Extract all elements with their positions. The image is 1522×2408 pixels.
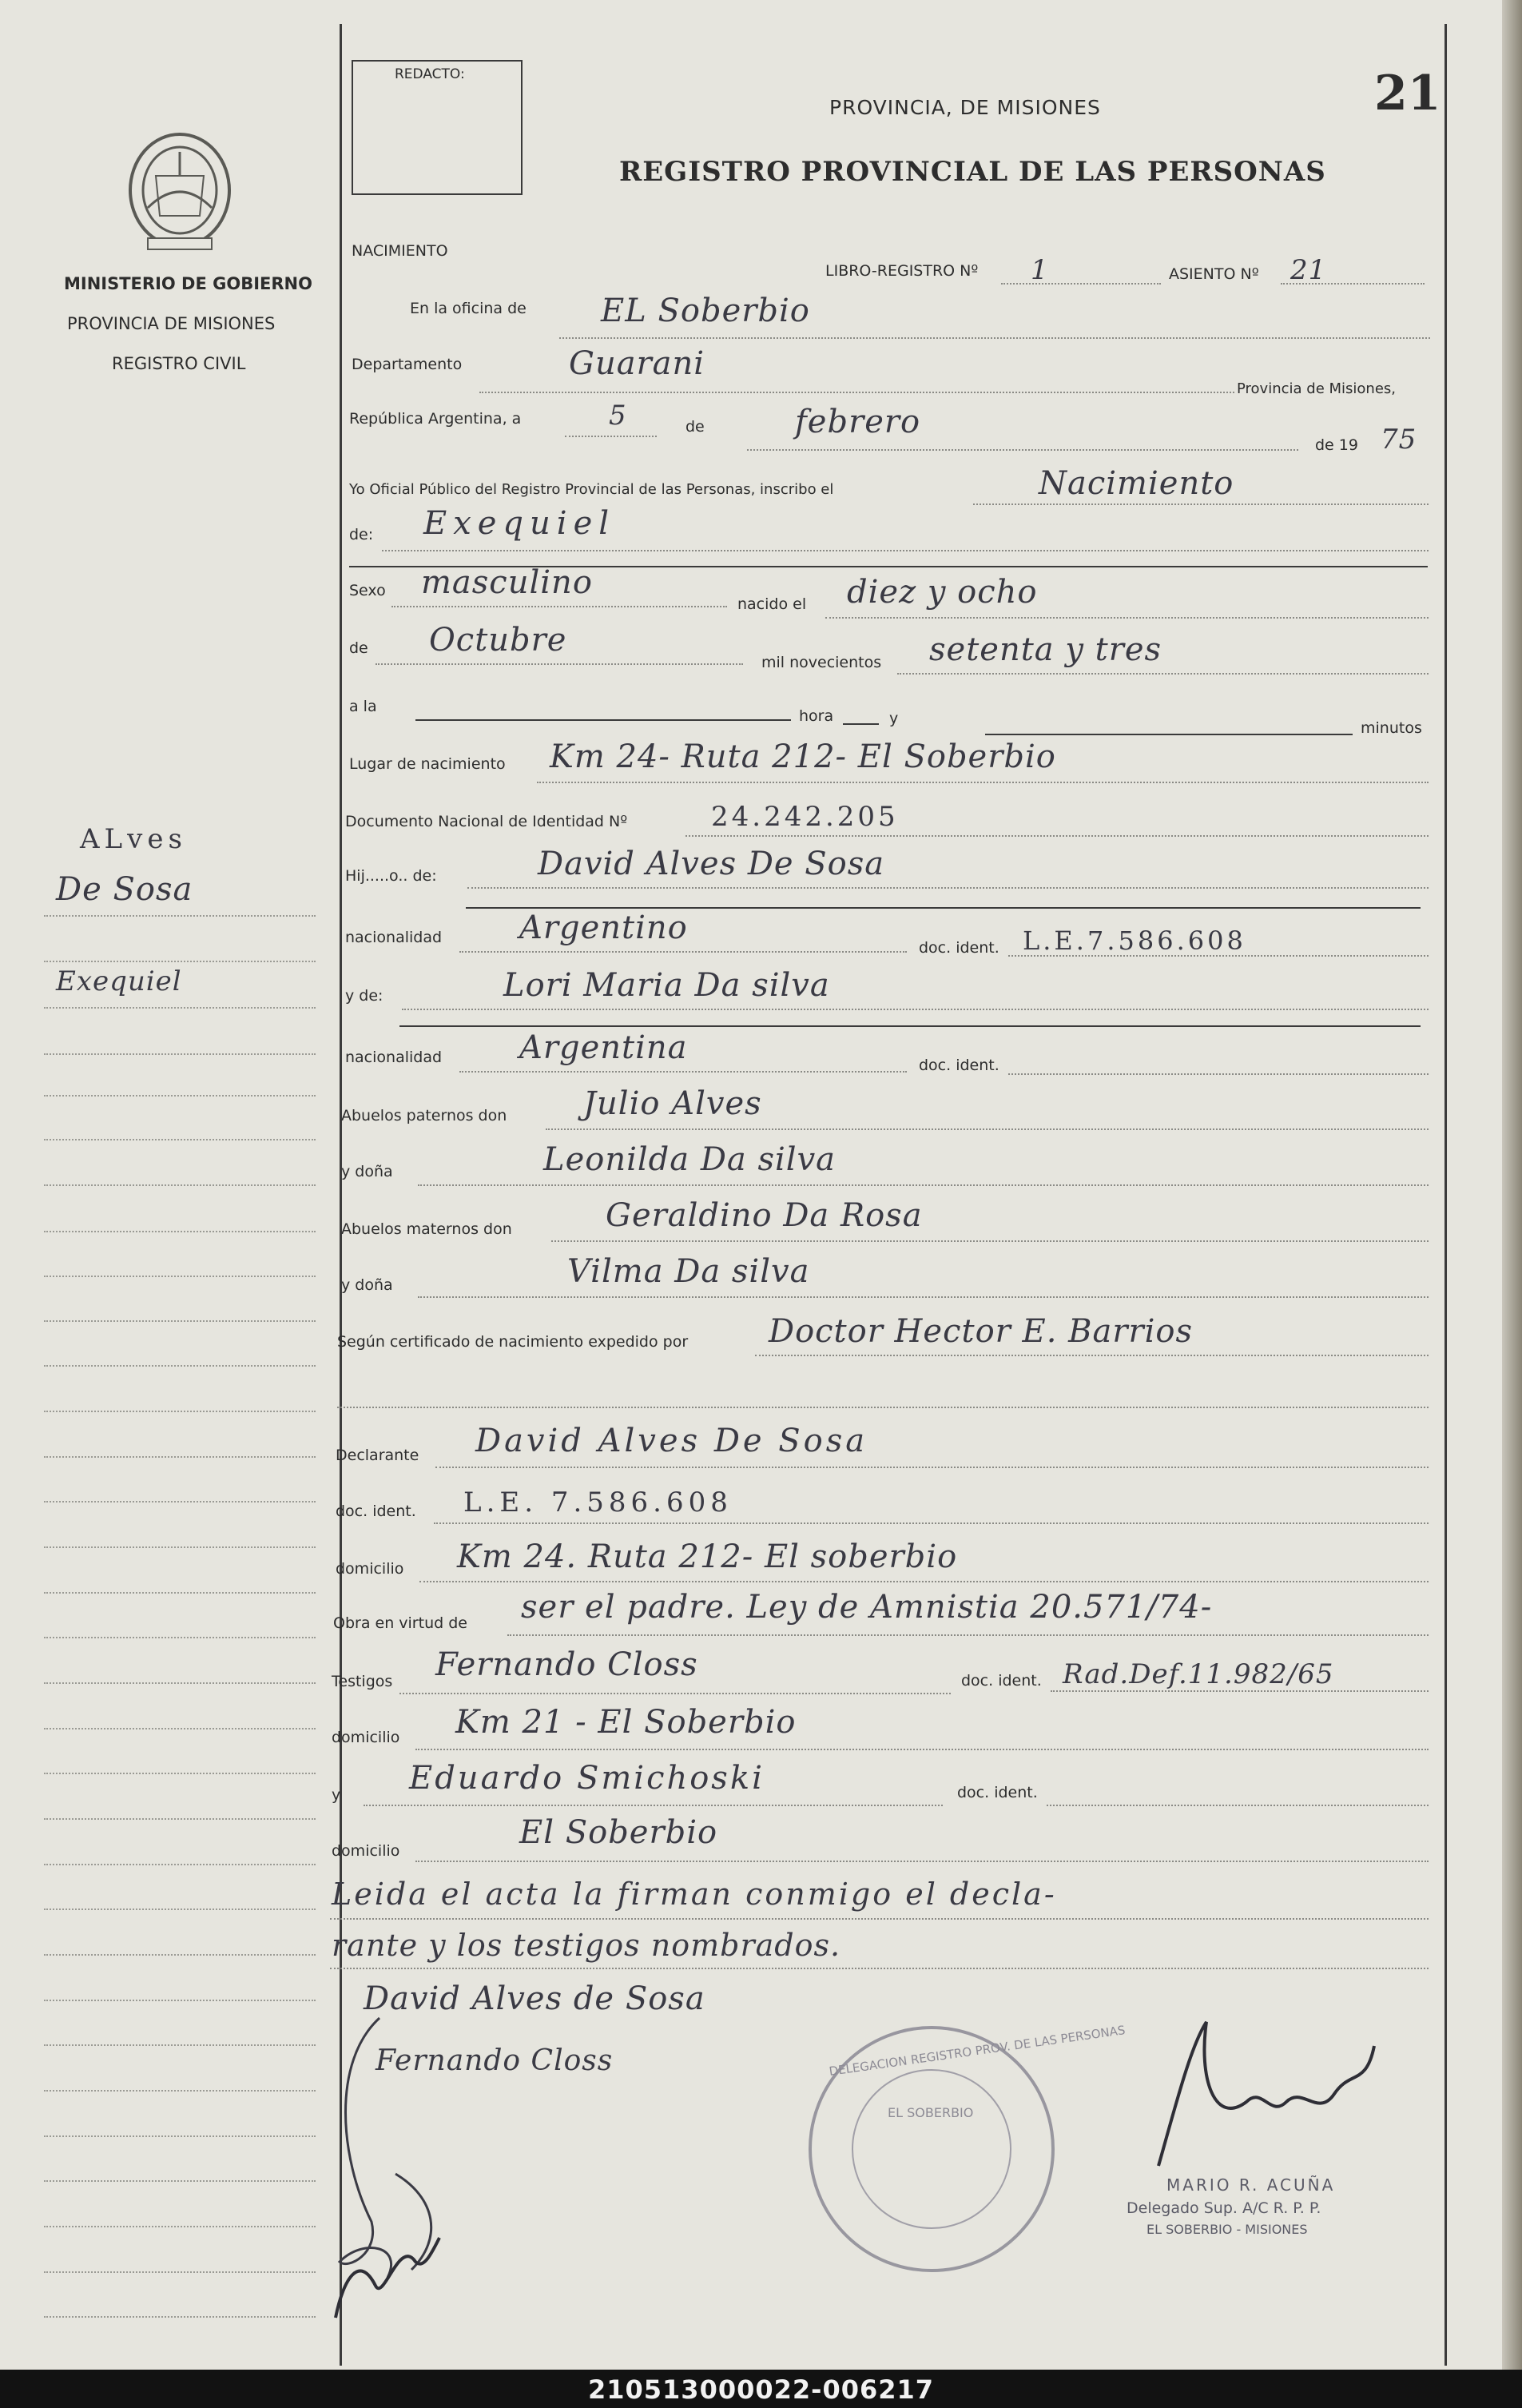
provincia-suffix: Provincia de Misiones, [1237,380,1396,397]
witness-signature-drawing [328,2206,447,2326]
abuelo-pat-dots [546,1128,1429,1130]
dni-value: 24.242.205 [711,801,899,833]
margin-line [44,1818,316,1820]
father-underline [466,907,1421,909]
obra-value: ser el padre. Ley de Amnistia 20.571/74- [521,1589,1213,1626]
margin-line [44,1095,316,1097]
closing-dots-2 [330,1968,1429,1969]
father-nat-dots [459,951,907,953]
declarante-label: Declarante [336,1447,419,1464]
month-value: febrero [795,404,921,440]
stamp-outer-text: DELEGACION REGISTRO PROV. DE LAS PERSONAS [828,2023,1127,2079]
name-dots [382,550,1429,551]
name-value: Exequiel [423,505,616,542]
abuela-pat-dots [418,1184,1429,1186]
hijo-label: Hij.....o.. de: [345,867,437,885]
signature-testigo: Fernando Closs [376,2044,614,2077]
father-value: David Alves De Sosa [538,846,885,882]
margin-line [44,2180,316,2182]
margin-line [44,2316,316,2318]
republica-label: República Argentina, a [349,410,522,428]
year-prefix: de 19 [1315,436,1358,454]
mother-dots [402,1009,1429,1010]
minutos-line [985,734,1353,735]
testigo2-dots [364,1805,943,1806]
acto-value: Nacimiento [1039,465,1234,502]
acto-dots [973,503,1429,505]
abuela-mat-label: y doña [341,1276,393,1294]
mother-nat-label: nacionalidad [345,1049,443,1066]
a-la-label: a la [349,698,377,715]
testigo2-dom-value: El Soberbio [519,1814,718,1851]
declarante-dots [435,1467,1429,1468]
registry-title: REGISTRO PROVINCIAL DE LAS PERSONAS [619,156,1326,188]
margin-line [44,1637,316,1638]
coat-of-arms-icon [124,128,236,256]
page-number: 21 [1374,66,1441,121]
testigo1-dom-dots [415,1749,1429,1750]
mil-label: mil novecientos [761,654,882,671]
nacido-dots [825,617,1429,619]
testigo1-dots [399,1693,951,1694]
mother-nat-dots [459,1071,907,1073]
closing-line-1: Leida el acta la firman conmigo el decla- [332,1877,1057,1912]
right-margin-border [1445,24,1447,2366]
margin-line [44,2135,316,2137]
nacido-value: diez y ocho [847,574,1038,611]
hora-label: hora [799,707,834,725]
province-title: PROVINCIA, DE MISIONES [829,96,1101,119]
margin-line [44,2226,316,2227]
official-signature-drawing [1127,2014,1382,2174]
birth-year-dots [897,673,1429,675]
departamento-label: Departamento [352,356,463,373]
signer-title: Delegado Sup. A/C R. P. P. [1127,2199,1321,2217]
date-de-label: de [685,418,705,436]
mother-nat-value: Argentina [519,1029,688,1066]
margin-line [44,1773,316,1774]
declarante-doc-label: doc. ident. [336,1503,416,1520]
abuela-mat-value: Vilma Da silva [567,1253,810,1290]
margin-line [44,2090,316,2092]
margin-line [44,1231,316,1232]
sexo-label: Sexo [349,582,386,599]
dni-label: Documento Nacional de Identidad Nº [345,813,628,830]
asiento-label: ASIENTO Nº [1169,265,1259,283]
oficina-dots [559,337,1430,339]
margin-line [44,915,316,917]
book-edge [1502,0,1522,2370]
hora-value-line [843,723,879,725]
mother-doc-label: doc. ident. [919,1057,999,1074]
margin-line [44,1139,316,1140]
image-id: 210513000022-006217 [587,2374,935,2405]
stamp-inner-ring [852,2069,1011,2229]
de-colon-label: de: [349,526,374,543]
libro-value: 1 [1031,254,1049,286]
abuelos-pat-label: Abuelos paternos don [341,1107,507,1124]
domicilio-dots [419,1581,1429,1582]
libro-dots [1001,283,1161,285]
closing-dots-1 [330,1918,1429,1920]
margin-line [44,1456,316,1458]
minutos-label: minutos [1361,719,1422,737]
mother-doc-dots [1008,1073,1429,1075]
margin-note-surname: ALves [80,823,187,855]
sexo-value: masculino [421,564,593,601]
nacido-label: nacido el [737,595,807,613]
testigo2-doc-label: doc. ident. [957,1784,1038,1801]
redacto-label: REDACTO: [395,66,465,82]
libro-label: LIBRO-REGISTRO Nº [825,262,979,280]
registry-label: REGISTRO CIVIL [112,354,246,373]
ministry-label: MINISTERIO DE GOBIERNO [64,274,312,293]
margin-line [44,1592,316,1594]
abuelos-mat-label: Abuelos maternos don [341,1220,512,1238]
margin-line [44,2044,316,2046]
closing-line-2: rante y los testigos nombrados. [332,1928,841,1963]
oficial-text: Yo Oficial Público del Registro Provincial de las Personas, inscribo el [349,481,834,498]
father-dots [467,887,1429,889]
testigo2-value: Eduardo Smichoski [409,1760,765,1797]
margin-line [44,1411,316,1412]
certificado-dots-2 [337,1407,1429,1408]
official-stamp [809,2023,1127,2272]
month-dots [747,449,1298,451]
stamp-inner-text: EL SOBERBIO [888,2105,974,2120]
mother-underline [399,1025,1421,1027]
birth-month-value: Octubre [429,622,567,659]
asiento-value: 21 [1290,254,1327,286]
margin-line [44,1184,316,1186]
abuelo-mat-dots [551,1240,1429,1242]
birth-month-dots [376,663,743,665]
domicilio-label: domicilio [336,1560,404,1578]
obra-dots [507,1634,1429,1636]
signature-declarante: David Alves de Sosa [364,1980,705,2017]
dni-dots [685,835,1429,837]
sexo-dots [391,606,727,607]
departamento-value: Guarani [569,345,705,382]
margin-line [44,1864,316,1865]
domicilio-value: Km 24. Ruta 212- El soberbio [457,1538,958,1575]
lugar-label: Lugar de nacimiento [349,755,506,773]
testigo1-value: Fernando Closs [435,1646,698,1683]
margin-line [44,1276,316,1277]
margin-line [44,961,316,962]
abuelo-pat-value: Julio Alves [583,1085,762,1122]
father-nat-value: Argentino [519,909,688,946]
testigo2-doc-dots [1047,1805,1429,1806]
testigo2-dom-dots [415,1861,1429,1862]
province-label: PROVINCIA DE MISIONES [67,314,276,333]
margin-line [44,1728,316,1729]
father-doc-label: doc. ident. [919,939,999,957]
lugar-dots [537,782,1429,783]
mother-label: y de: [345,987,383,1005]
testigo2-dom-label: domicilio [332,1842,400,1860]
mother-value: Lori Maria Da silva [503,967,830,1004]
oficina-value: EL Soberbio [601,293,810,329]
image-id-bar [0,2370,1522,2408]
birth-de-label: de [349,639,368,657]
margin-line [44,2271,316,2273]
father-nat-label: nacionalidad [345,929,443,946]
day-dots [565,436,657,437]
testigo1-doc-value: Rad.Def.11.982/65 [1063,1658,1334,1690]
testigos-label: Testigos [332,1673,393,1690]
signer-place: EL SOBERBIO - MISIONES [1146,2222,1308,2237]
birth-year-value: setenta y tres [929,631,1162,668]
margin-line [44,1954,316,1956]
declarante-doc-dots [434,1522,1429,1524]
testigo2-y-label: y [332,1786,341,1804]
lugar-value: Km 24- Ruta 212- El Soberbio [550,738,1056,775]
margin-line [44,1320,316,1322]
margin-line [44,2000,316,2001]
declarante-value: David Alves De Sosa [475,1423,868,1459]
abuela-mat-dots [418,1296,1429,1298]
certificado-dots [755,1355,1429,1356]
testigo1-doc-label: doc. ident. [961,1672,1042,1690]
y-label: y [889,710,899,727]
margin-note-surname2: De Sosa [56,871,193,908]
day-value: 5 [609,400,627,432]
margin-line [44,1546,316,1548]
margin-line [44,1908,316,1910]
departamento-dots [479,392,1234,393]
hora-line [415,719,791,721]
certificado-value: Doctor Hector E. Barrios [769,1313,1194,1350]
margin-line [44,1501,316,1503]
margin-note-given-name: Exequiel [56,965,182,997]
year-suffix: 75 [1381,424,1417,456]
nacimiento-label: NACIMIENTO [352,242,448,260]
father-doc-value: L.E.7.586.608 [1023,925,1246,956]
margin-line [44,1007,316,1009]
testigo1-dom-value: Km 21 - El Soberbio [455,1704,797,1741]
redacto-box [352,60,523,195]
abuela-pat-value: Leonilda Da silva [543,1141,837,1178]
testigo1-doc-dots [1051,1690,1429,1692]
abuela-pat-label: y doña [341,1163,393,1180]
signer-name: MARIO R. ACUÑA [1166,2175,1336,2195]
margin-line [44,1053,316,1055]
certificado-label: Según certificado de nacimiento expedido por [337,1333,689,1351]
margin-line [44,1682,316,1684]
obra-label: Obra en virtud de [333,1614,467,1632]
oficina-label: En la oficina de [410,300,527,317]
abuelo-mat-value: Geraldino Da Rosa [606,1197,923,1234]
testigo1-dom-label: domicilio [332,1729,400,1746]
margin-line [44,1365,316,1367]
declarante-doc-value: L.E. 7.586.608 [463,1487,733,1518]
